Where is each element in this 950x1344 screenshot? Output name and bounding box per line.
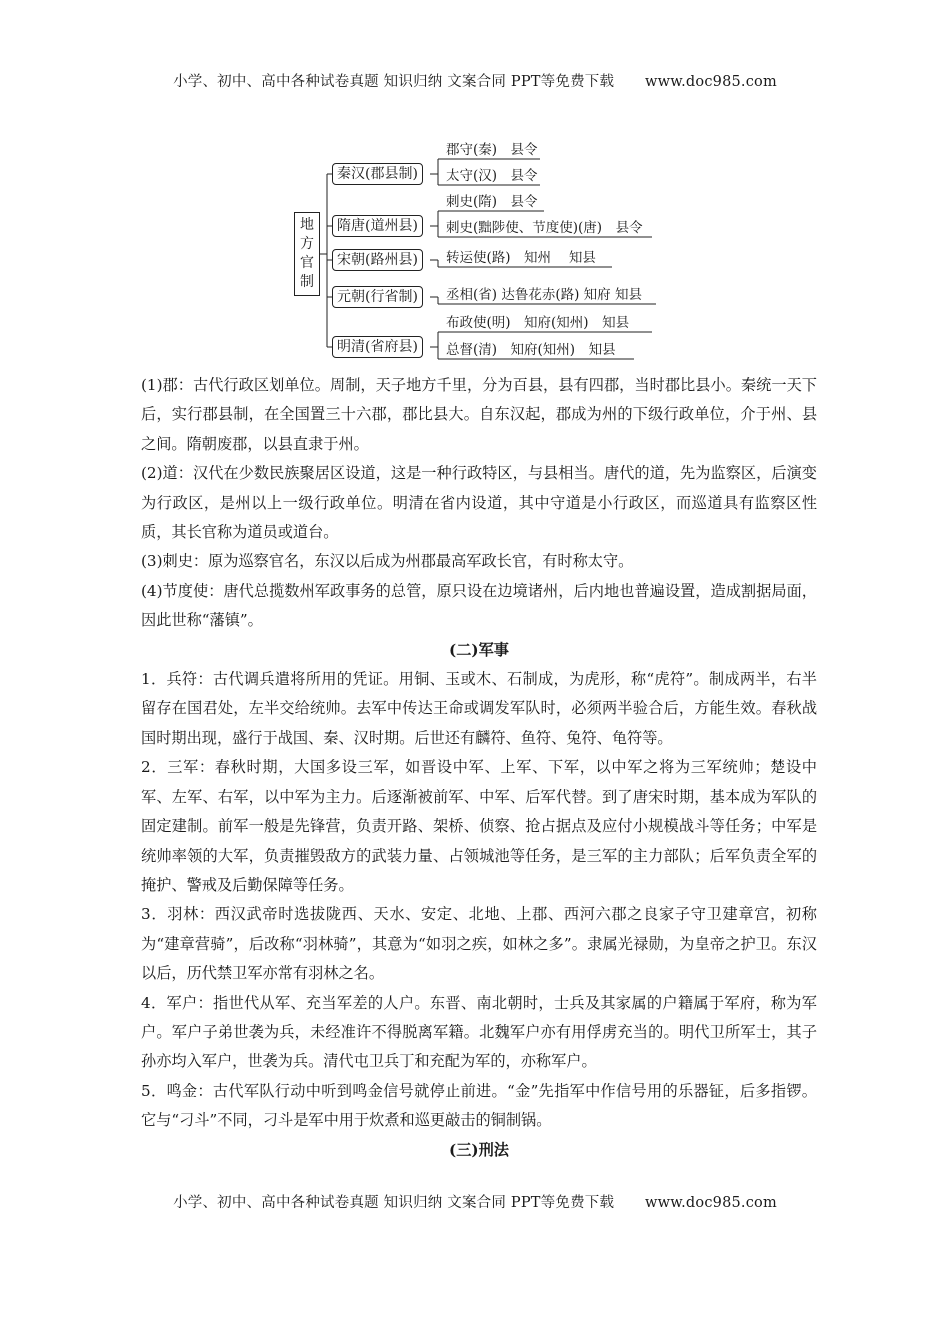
branch-yuan: 元朝(行省制) (332, 286, 423, 308)
branch-mingqing: 明清(省府县) (332, 336, 423, 358)
leaf-text: 郡守(秦) 县令 (446, 142, 538, 158)
leaf-text: 总督(清) 知府(知州) 知县 (446, 342, 616, 358)
leaf-text: 布政使(明) 知府(知州) 知县 (446, 315, 630, 331)
section-title-military: (二)军事 (449, 640, 509, 659)
paragraph: (3)刺史：原为巡察官名，东汉以后成为州郡最高军政长官，有时称太守。 (141, 552, 634, 571)
leaf-text: 刺史(隋) 县令 (446, 194, 538, 210)
paragraph: (1)郡：古代行政区划单位。周制，天子地方千里，分为百县，县有四郡，当时郡比县小。秦统一天下后，实行郡县制，在全国置三十六郡，郡比县大。自东汉起，郡成为州的下级行政单位，介于州、县之间。隋朝废郡，以县直隶于州。 (141, 376, 817, 453)
branch-song: 宋朝(路州县) (332, 249, 423, 271)
leaf-text: 刺史(黜陟使、节度使)(唐) 县令 (446, 220, 643, 236)
main-content (141, 371, 817, 1165)
section-title-penal: (三)刑法 (449, 1140, 509, 1159)
footer-site: www.doc985.com (644, 1195, 777, 1211)
paragraph: 3．羽林：西汉武帝时选拔陇西、天水、安定、北地、上郡、西河六郡之良家子守卫建章宫，初称为“建章营骑”，后改称“羽林骑”，其意为“如羽之疾，如林之多”。隶属光禄勋，为皇帝之护卫。东汉以后，历代禁卫军亦常有羽林之名。 (141, 905, 817, 983)
root-char: 制 (300, 274, 314, 290)
paragraph: 4．军户：指世代从军、充当军差的人户。东晋、南北朝时，士兵及其家属的户籍属于军府，称为军户。军户子弟世袭为兵，未经准许不得脱离军籍。北魏军户亦有用俘虏充当的。明代卫所军士，其子孙亦均入军户，世袭为兵。清代屯卫兵丁和充配为军的，亦称军户。 (141, 993, 817, 1071)
local-official-diagram (294, 136, 664, 368)
page-header (0, 70, 950, 91)
root-char: 官 (300, 255, 314, 271)
paragraph: 1．兵符：古代调兵遣将所用的凭证。用铜、玉或木、石制成，为虎形，称“虎符”。制成两半，右半留存在国君处，左半交给统帅。去军中传达王命或调发军队时，必须两半验合后，方能生效。春秋战国时期出现，盛行于战国、秦、汉时期。后世还有麟符、鱼符、兔符、龟符等。 (141, 670, 817, 747)
root-char: 地 (300, 217, 314, 233)
page-footer (0, 1191, 950, 1212)
header-site: www.doc985.com (644, 74, 777, 90)
footer-text: 小学、初中、高中各种试卷真题 知识归纳 文案合同 PPT等免费下载 (173, 1195, 615, 1211)
leaf-text: 丞相(省) 达鲁花赤(路) 知府 知县 (446, 287, 642, 303)
root-char: 方 (300, 236, 314, 252)
paragraph: (2)道：汉代在少数民族聚居区设道，这是一种行政特区，与县相当。唐代的道，先为监察区，后演变为行政区，是州以上一级行政单位。明清在省内设道，其中守道是小行政区，而巡道具有监察区性质，其长官称为道员或道台。 (141, 464, 817, 542)
paragraph: 5．鸣金：古代军队行动中听到鸣金信号就停止前进。“金”先指军中作信号用的乐器钲，后多指锣。它与“刁斗”不同，刁斗是军中用于炊煮和巡更敲击的铜制锅。 (141, 1081, 817, 1130)
paragraph: (4)节度使：唐代总揽数州军政事务的总管，原只设在边境诸州，后内地也普遍设置，造成割据局面，因此世称“藩镇”。 (141, 581, 817, 630)
paragraph: 2．三军：春秋时期，大国多设三军，如晋设中军、上军、下军，以中军之将为三军统帅；楚设中军、左军、右军，以中军为主力。后逐渐被前军、中军、后军代替。到了唐宋时期，基本成为军队的固定建制。前军一般是先锋营，负责开路、架桥、侦察、抢占据点及应付小规模战斗等任务；中军是统帅率领的大军，负责摧毁敌方的武装力量、占领城池等任务，是三军的主力部队；后军负责全军的掩护、警戒及后勤保障等任务。 (141, 758, 817, 894)
leaf-text: 转运使(路) 知州 知县 (446, 250, 596, 266)
branch-qinhan: 秦汉(郡县制) (332, 163, 423, 185)
leaf-text: 太守(汉) 县令 (446, 168, 538, 184)
header-text: 小学、初中、高中各种试卷真题 知识归纳 文案合同 PPT等免费下载 (173, 74, 615, 90)
diagram-root (294, 212, 320, 296)
branch-suitang: 隋唐(道州县) (332, 215, 423, 237)
